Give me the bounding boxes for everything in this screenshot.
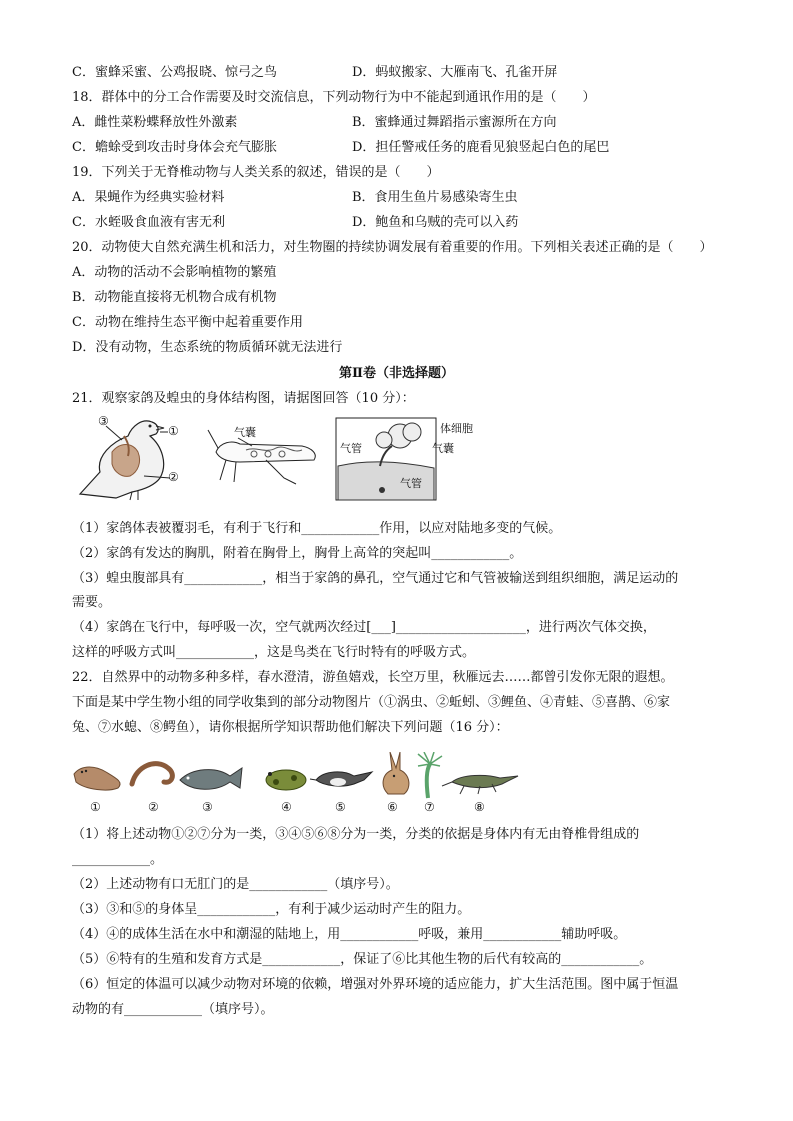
q19-option-b: B．食用生鱼片易感染寄生虫 [352,190,518,205]
q18-option-d: D．担任警戒任务的鹿看见狼竖起白色的尾巴 [352,140,610,155]
q19-stem: 19．下列关于无脊椎动物与人类关系的叙述，错误的是（ ） [72,165,440,180]
q19-option-a: A．果蝇作为经典实验材料 [72,190,225,205]
q22-stem-1: 22．自然界中的动物多种多样，春水澄清，游鱼嬉戏，长空万里，秋雁远去……都曾引发你无限的遐想。 [72,670,674,685]
q21-part-3b: 需要。 [72,595,112,610]
q17-option-c: C．蜜蜂采蜜、公鸡报晓、惊弓之鸟 [72,65,277,80]
animal-label-7: ⑦ [424,800,435,814]
hydra-icon [418,752,442,798]
rabbit-icon [383,752,409,794]
respiratory-detail-diagram [334,416,438,502]
q21-part-4b: 这样的呼吸方式叫____________，这是鸟类在飞行时特有的呼吸方式。 [72,645,476,660]
q20-option-c: C．动物在维持生态平衡中起着重要作用 [72,315,303,330]
q22-part-6b: 动物的有____________（填序号）。 [72,1002,274,1017]
q22-stem-2: 下面是某中学生物小组的同学收集到的部分动物图片（①涡虫、②蚯蚓、③鲤鱼、④青蛙、⑤喜鹊、⑥家 [72,695,671,710]
q22-part-5: （5）⑥特有的生殖和发育方式是____________，保证了⑥比其他生物的后代有较高的____________。 [72,952,653,967]
magpie-icon [310,772,372,786]
q20-stem: 20．动物使大自然充满生机和活力，对生物圈的持续协调发展有着重要的作用。下列相关表述正确的是（ ） [72,240,713,255]
animal-label-4: ④ [281,800,292,814]
q19-option-d: D．鲍鱼和乌贼的壳可以入药 [352,215,519,230]
frog-icon [266,770,306,790]
pigeon-label-3: ③ [98,414,109,428]
q22-part-6a: （6）恒定的体温可以减少动物对环境的依赖，增强对外界环境的适应能力，扩大生活范围。图中属于恒温 [72,977,679,992]
q22-part-3: （3）③和⑤的身体呈____________，有利于减少运动时产生的阻力。 [72,902,471,917]
planarian-icon [74,767,120,790]
crocodile-icon [442,775,518,794]
q18-option-a: A．雌性菜粉蝶释放性外激素 [72,115,238,130]
q21-stem: 21．观察家鸽及蝗虫的身体结构图，请据图回答（10 分）： [72,391,415,406]
carp-icon [180,768,242,789]
q21-part-1: （1）家鸽体表被覆羽毛，有利于飞行和____________作用，以应对陆地多变的气候。 [72,521,562,536]
q22-stem-3: 兔、⑦水螅、⑧鳄鱼），请你根据所学知识帮助他们解决下列问题（16 分）： [72,720,509,735]
locust-diagram [206,420,326,496]
detail-trachea-label-2: 气管 [400,477,422,490]
q18-option-b: B．蜜蜂通过舞蹈指示蜜源所在方向 [352,115,557,130]
detail-body-cell-label: 体细胞 [440,422,473,435]
q20-option-d: D．没有动物，生态系统的物质循环就无法进行 [72,340,343,355]
animal-label-1: ① [90,800,101,814]
earthworm-icon [132,764,172,784]
q22-part-4: （4）④的成体生活在水中和潮湿的陆地上，用____________呼吸，兼用____________辅助呼吸。 [72,927,627,942]
q20-option-b: B．动物能直接将无机物合成有机物 [72,290,277,305]
animal-pictures [72,752,532,802]
q21-part-3a: （3）蝗虫腹部具有____________，相当于家鸽的鼻孔，空气通过它和气管被输送到组织细胞，满足运动的 [72,571,679,586]
q22-part-1a: （1）将上述动物①②⑦分为一类，③④⑤⑥⑧分为一类，分类的依据是身体内有无由脊椎骨组成的 [72,827,640,842]
q18-stem: 18．群体中的分工合作需要及时交流信息，下列动物行为中不能起到通讯作用的是（ ） [72,90,596,105]
q17-option-d: D．蚂蚁搬家、大雁南飞、孔雀开屏 [352,65,558,80]
animal-label-6: ⑥ [387,800,398,814]
locust-airsac-label: 气囊 [234,426,256,439]
q19-option-c: C．水蛭吸食血液有害无利 [72,215,225,230]
q22-part-2: （2）上述动物有口无肛门的是____________（填序号）。 [72,877,399,892]
q18-option-c: C．蟾蜍受到攻击时身体会充气膨胀 [72,140,277,155]
q21-part-4a: （4）家鸽在飞行中，每呼吸一次，空气就两次经过[___]____________________，进行两次气体交换， [72,620,656,635]
section-heading: 第Ⅱ卷（非选择题） [339,366,454,381]
q22-part-1b: ____________。 [72,852,164,867]
detail-trachea-label: 气管 [340,442,362,455]
animal-label-8: ⑧ [474,800,485,814]
q20-option-a: A．动物的活动不会影响植物的繁殖 [72,265,277,280]
pigeon-label-1: ① [168,424,179,438]
animal-label-2: ② [148,800,159,814]
animal-label-5: ⑤ [335,800,346,814]
detail-airsac-label: 气囊 [432,442,454,455]
animal-label-3: ③ [202,800,213,814]
q21-part-2: （2）家鸽有发达的胸肌，附着在胸骨上，胸骨上高耸的突起叫____________。 [72,546,523,561]
pigeon-label-2: ② [168,470,179,484]
